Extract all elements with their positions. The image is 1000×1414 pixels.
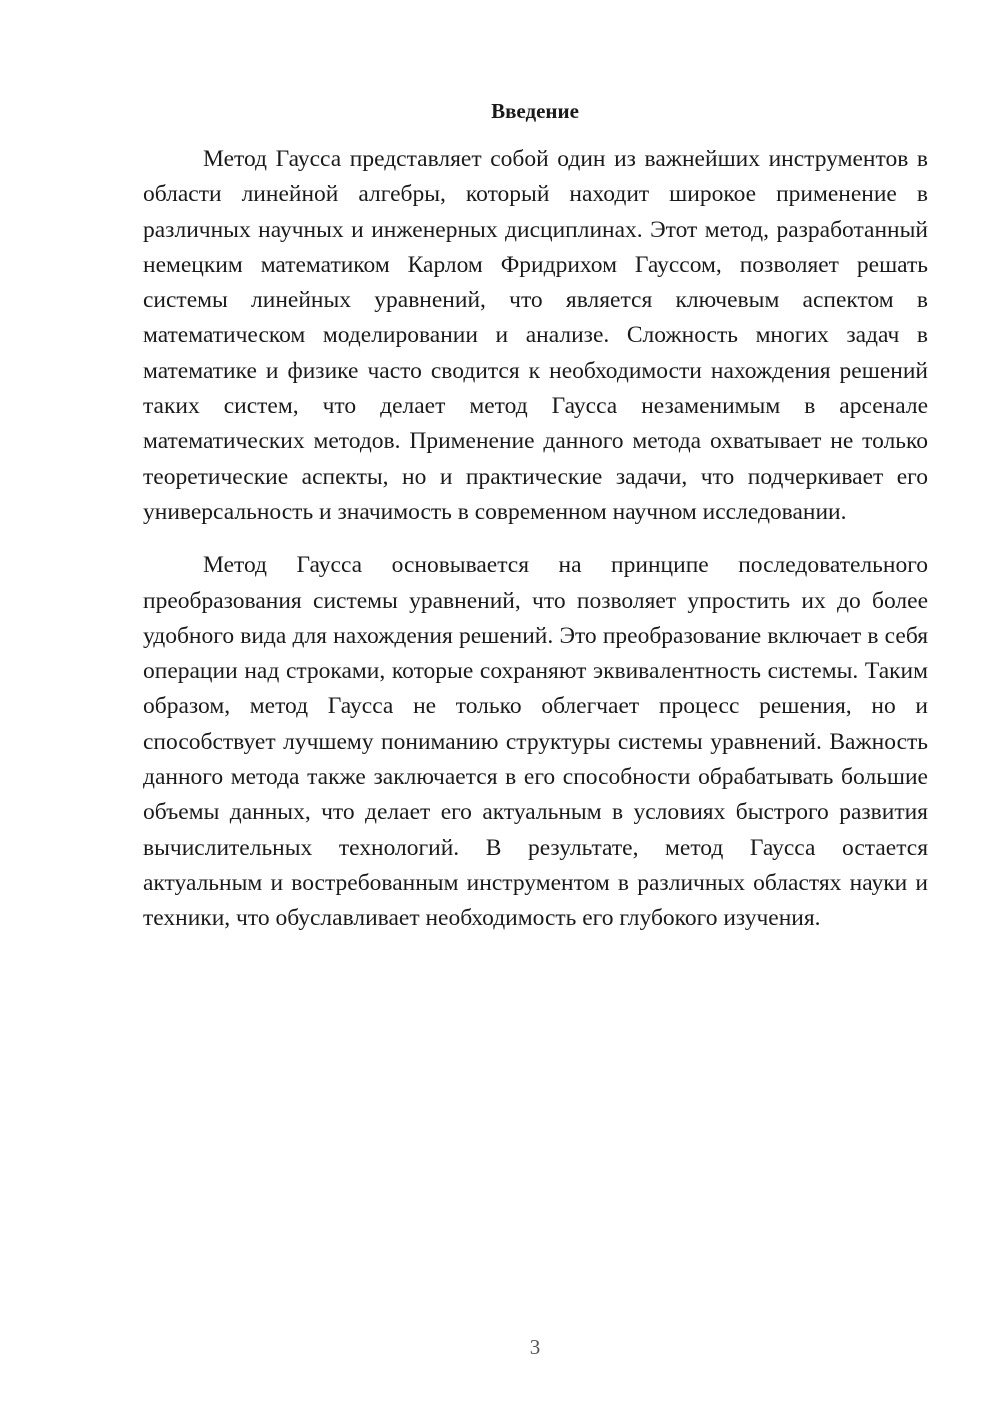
paragraph-1: Метод Гаусса представляет собой один из важнейших инструментов в области линейной алгебры, который находит широкое применение в различных научных и инженерных дисциплинах. Этот метод, разработанный немецким математиком Карлом Фридрихом Гауссом, позволяет решать системы линейных уравнений, что является ключевым аспектом в математическом моделировании и анализе. Сложность многих задач в математике и физике часто сводится к необходимости нахождения решений таких систем, что делает метод Гаусса незаменимым в арсенале математических методов. Применение данного метода охватывает не только теоретические аспекты, но и практические задачи, что подчеркивает его универсальность и значимость в современном научном исследовании. <box>143 146 928 525</box>
page-number: 3 <box>529 1335 541 1359</box>
section-title: Введение <box>491 99 579 123</box>
body-text <box>143 142 928 937</box>
paragraph-2: Метод Гаусса основывается на принципе последовательного преобразования системы уравнений, что позволяет упростить их до более удобного вида для нахождения решений. Это преобразование включает в себя операции над строками, которые сохраняют эквивалентность системы. Таким образом, метод Гаусса не только облегчает процесс решения, но и способствует лучшему пониманию структуры системы уравнений. Важность данного метода также заключается в его способности обрабатывать большие объемы данных, что делает его актуальным в условиях быстрого развития вычислительных технологий. В результате, метод Гаусса остается актуальным и востребованным инструментом в различных областях науки и техники, что обуславливает необходимость его глубокого изучения. <box>143 552 928 932</box>
